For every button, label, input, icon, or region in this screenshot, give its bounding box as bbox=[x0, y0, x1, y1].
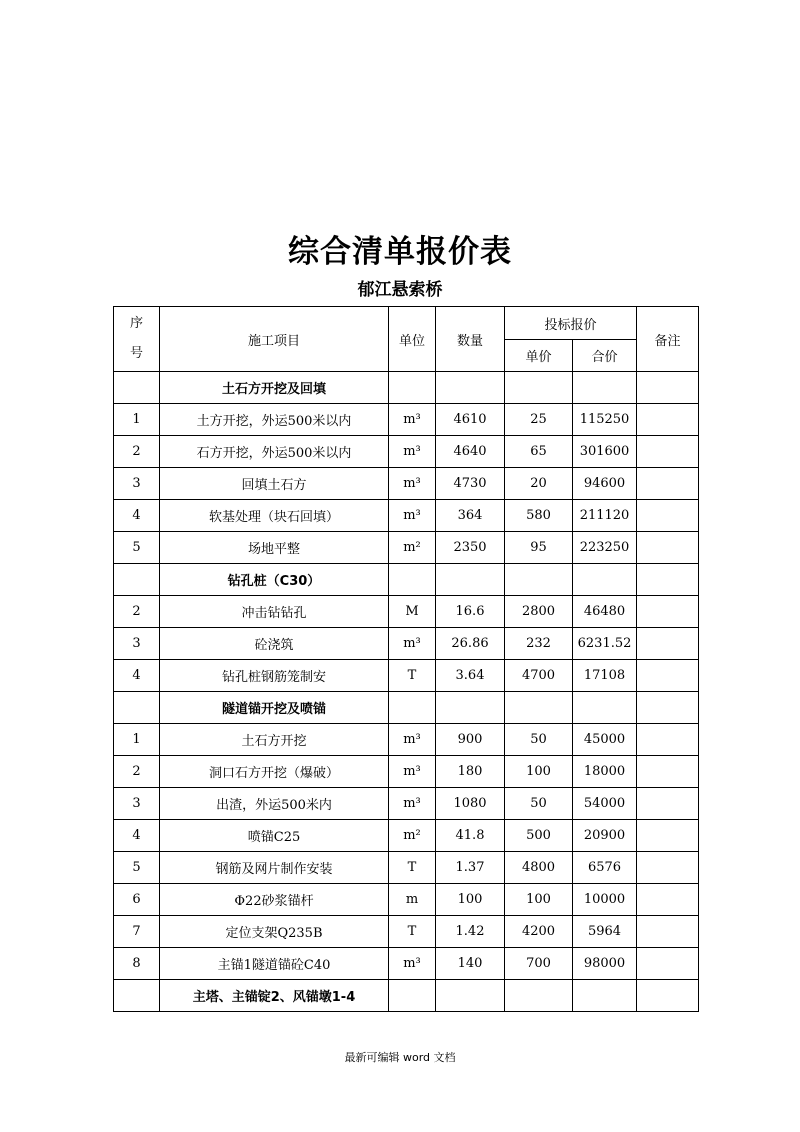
table-body bbox=[114, 372, 699, 1012]
cell-unit: T bbox=[389, 852, 436, 884]
cell-unit bbox=[389, 980, 436, 1012]
cell-no bbox=[114, 372, 160, 404]
section-row bbox=[114, 692, 699, 724]
cell-qty bbox=[436, 372, 505, 404]
cell-qty: 4730 bbox=[436, 468, 505, 500]
cell-no: 4 bbox=[114, 820, 160, 852]
cell-no: 3 bbox=[114, 788, 160, 820]
cell-remark bbox=[637, 724, 699, 756]
section-title: 隧道锚开挖及喷锚 bbox=[160, 692, 389, 724]
cell-total: 98000 bbox=[573, 948, 637, 980]
header-bid: 投标报价 bbox=[505, 307, 637, 340]
header-seq: 序 号 bbox=[114, 307, 160, 372]
cell-remark bbox=[637, 596, 699, 628]
table-row bbox=[114, 724, 699, 756]
cell-total: 115250 bbox=[573, 404, 637, 436]
cell-unit: m³ bbox=[389, 404, 436, 436]
cell-total: 94600 bbox=[573, 468, 637, 500]
cell-remark bbox=[637, 852, 699, 884]
cell-price: 50 bbox=[505, 724, 573, 756]
cell-remark bbox=[637, 436, 699, 468]
cell-remark bbox=[637, 404, 699, 436]
cell-qty: 900 bbox=[436, 724, 505, 756]
section-title: 钻孔桩（C30） bbox=[160, 564, 389, 596]
cell-no: 5 bbox=[114, 852, 160, 884]
cell-unit: T bbox=[389, 916, 436, 948]
cell-no: 2 bbox=[114, 756, 160, 788]
cell-qty: 364 bbox=[436, 500, 505, 532]
cell-total bbox=[573, 564, 637, 596]
cell-price: 2800 bbox=[505, 596, 573, 628]
cell-qty: 1.42 bbox=[436, 916, 505, 948]
cell-remark bbox=[637, 660, 699, 692]
quotation-table bbox=[113, 306, 699, 1012]
cell-item: 钻孔桩钢筋笼制安 bbox=[160, 660, 389, 692]
section-title: 主塔、主锚锭2、风锚墩1-4 bbox=[160, 980, 389, 1012]
cell-remark bbox=[637, 980, 699, 1012]
header-remark: 备注 bbox=[637, 307, 699, 372]
cell-price: 4700 bbox=[505, 660, 573, 692]
cell-no bbox=[114, 980, 160, 1012]
cell-unit: m³ bbox=[389, 948, 436, 980]
cell-price: 580 bbox=[505, 500, 573, 532]
cell-total bbox=[573, 372, 637, 404]
cell-remark bbox=[637, 884, 699, 916]
cell-no: 7 bbox=[114, 916, 160, 948]
cell-price bbox=[505, 564, 573, 596]
cell-qty: 1080 bbox=[436, 788, 505, 820]
cell-qty: 180 bbox=[436, 756, 505, 788]
cell-no: 4 bbox=[114, 660, 160, 692]
header-qty: 数量 bbox=[436, 307, 505, 372]
cell-total: 223250 bbox=[573, 532, 637, 564]
cell-unit: T bbox=[389, 660, 436, 692]
cell-remark bbox=[637, 692, 699, 724]
cell-item: Φ22砂浆锚杆 bbox=[160, 884, 389, 916]
cell-total: 17108 bbox=[573, 660, 637, 692]
cell-qty: 3.64 bbox=[436, 660, 505, 692]
cell-qty: 2350 bbox=[436, 532, 505, 564]
table-row bbox=[114, 500, 699, 532]
cell-price: 65 bbox=[505, 436, 573, 468]
cell-unit: m² bbox=[389, 532, 436, 564]
cell-total: 46480 bbox=[573, 596, 637, 628]
cell-item: 洞口石方开挖（爆破） bbox=[160, 756, 389, 788]
cell-no bbox=[114, 564, 160, 596]
cell-remark bbox=[637, 372, 699, 404]
cell-total: 5964 bbox=[573, 916, 637, 948]
cell-item: 主锚1隧道锚砼C40 bbox=[160, 948, 389, 980]
cell-remark bbox=[637, 532, 699, 564]
cell-no: 1 bbox=[114, 404, 160, 436]
cell-unit: m³ bbox=[389, 436, 436, 468]
cell-price bbox=[505, 980, 573, 1012]
cell-price: 100 bbox=[505, 884, 573, 916]
cell-item: 土方开挖，外运500米以内 bbox=[160, 404, 389, 436]
cell-item: 出渣，外运500米内 bbox=[160, 788, 389, 820]
document-subtitle: 郁江悬索桥 bbox=[357, 280, 443, 300]
cell-item: 软基处理（块石回填） bbox=[160, 500, 389, 532]
cell-remark bbox=[637, 468, 699, 500]
cell-total bbox=[573, 980, 637, 1012]
cell-qty bbox=[436, 564, 505, 596]
cell-item: 喷锚C25 bbox=[160, 820, 389, 852]
table-row bbox=[114, 916, 699, 948]
header-unit: 单位 bbox=[389, 307, 436, 372]
cell-total: 10000 bbox=[573, 884, 637, 916]
cell-unit: m² bbox=[389, 820, 436, 852]
table-row bbox=[114, 404, 699, 436]
table-row bbox=[114, 852, 699, 884]
table-row bbox=[114, 532, 699, 564]
header-price: 单价 bbox=[505, 340, 573, 372]
cell-price bbox=[505, 372, 573, 404]
cell-unit: M bbox=[389, 596, 436, 628]
cell-remark bbox=[637, 628, 699, 660]
cell-price: 232 bbox=[505, 628, 573, 660]
cell-item: 石方开挖，外运500米以内 bbox=[160, 436, 389, 468]
table-row bbox=[114, 628, 699, 660]
cell-total: 54000 bbox=[573, 788, 637, 820]
cell-qty: 26.86 bbox=[436, 628, 505, 660]
cell-total: 6576 bbox=[573, 852, 637, 884]
cell-price: 100 bbox=[505, 756, 573, 788]
cell-no: 5 bbox=[114, 532, 160, 564]
header-total: 合价 bbox=[573, 340, 637, 372]
cell-no: 3 bbox=[114, 468, 160, 500]
cell-price: 95 bbox=[505, 532, 573, 564]
cell-price: 20 bbox=[505, 468, 573, 500]
cell-unit: m³ bbox=[389, 500, 436, 532]
cell-total: 301600 bbox=[573, 436, 637, 468]
cell-item: 钢筋及网片制作安装 bbox=[160, 852, 389, 884]
cell-unit: m³ bbox=[389, 788, 436, 820]
cell-price: 4800 bbox=[505, 852, 573, 884]
section-row bbox=[114, 980, 699, 1012]
cell-item: 土石方开挖 bbox=[160, 724, 389, 756]
cell-qty: 41.8 bbox=[436, 820, 505, 852]
table-row bbox=[114, 820, 699, 852]
cell-unit: m³ bbox=[389, 628, 436, 660]
table-row bbox=[114, 468, 699, 500]
cell-unit bbox=[389, 372, 436, 404]
cell-remark bbox=[637, 500, 699, 532]
cell-qty bbox=[436, 980, 505, 1012]
cell-unit: m³ bbox=[389, 756, 436, 788]
cell-no: 8 bbox=[114, 948, 160, 980]
cell-total: 211120 bbox=[573, 500, 637, 532]
table-row bbox=[114, 948, 699, 980]
table-row bbox=[114, 436, 699, 468]
cell-no: 2 bbox=[114, 596, 160, 628]
cell-unit: m³ bbox=[389, 468, 436, 500]
cell-price: 700 bbox=[505, 948, 573, 980]
cell-no: 6 bbox=[114, 884, 160, 916]
cell-remark bbox=[637, 756, 699, 788]
document-title: 综合清单报价表 bbox=[288, 234, 512, 270]
cell-price: 4200 bbox=[505, 916, 573, 948]
cell-remark bbox=[637, 788, 699, 820]
cell-total: 18000 bbox=[573, 756, 637, 788]
table-row bbox=[114, 788, 699, 820]
cell-qty: 1.37 bbox=[436, 852, 505, 884]
cell-no: 1 bbox=[114, 724, 160, 756]
cell-no bbox=[114, 692, 160, 724]
page-footer: 最新可编辑 word 文档 bbox=[344, 1051, 456, 1064]
cell-unit bbox=[389, 692, 436, 724]
section-row bbox=[114, 372, 699, 404]
table-row bbox=[114, 660, 699, 692]
cell-total: 20900 bbox=[573, 820, 637, 852]
header-item: 施工项目 bbox=[160, 307, 389, 372]
table-row bbox=[114, 756, 699, 788]
cell-item: 冲击钻钻孔 bbox=[160, 596, 389, 628]
section-title: 土石方开挖及回填 bbox=[160, 372, 389, 404]
cell-qty bbox=[436, 692, 505, 724]
cell-unit: m³ bbox=[389, 724, 436, 756]
cell-qty: 4640 bbox=[436, 436, 505, 468]
cell-price: 50 bbox=[505, 788, 573, 820]
cell-remark bbox=[637, 948, 699, 980]
section-row bbox=[114, 564, 699, 596]
cell-qty: 100 bbox=[436, 884, 505, 916]
table-row bbox=[114, 884, 699, 916]
cell-no: 2 bbox=[114, 436, 160, 468]
cell-total bbox=[573, 692, 637, 724]
cell-item: 回填土石方 bbox=[160, 468, 389, 500]
cell-qty: 16.6 bbox=[436, 596, 505, 628]
cell-item: 定位支架Q235B bbox=[160, 916, 389, 948]
cell-no: 3 bbox=[114, 628, 160, 660]
cell-total: 6231.52 bbox=[573, 628, 637, 660]
cell-remark bbox=[637, 916, 699, 948]
cell-price bbox=[505, 692, 573, 724]
cell-qty: 140 bbox=[436, 948, 505, 980]
cell-no: 4 bbox=[114, 500, 160, 532]
cell-unit bbox=[389, 564, 436, 596]
cell-total: 45000 bbox=[573, 724, 637, 756]
cell-item: 场地平整 bbox=[160, 532, 389, 564]
table-row bbox=[114, 596, 699, 628]
cell-price: 25 bbox=[505, 404, 573, 436]
cell-item: 砼浇筑 bbox=[160, 628, 389, 660]
cell-remark bbox=[637, 820, 699, 852]
cell-price: 500 bbox=[505, 820, 573, 852]
cell-remark bbox=[637, 564, 699, 596]
cell-qty: 4610 bbox=[436, 404, 505, 436]
cell-unit: m bbox=[389, 884, 436, 916]
